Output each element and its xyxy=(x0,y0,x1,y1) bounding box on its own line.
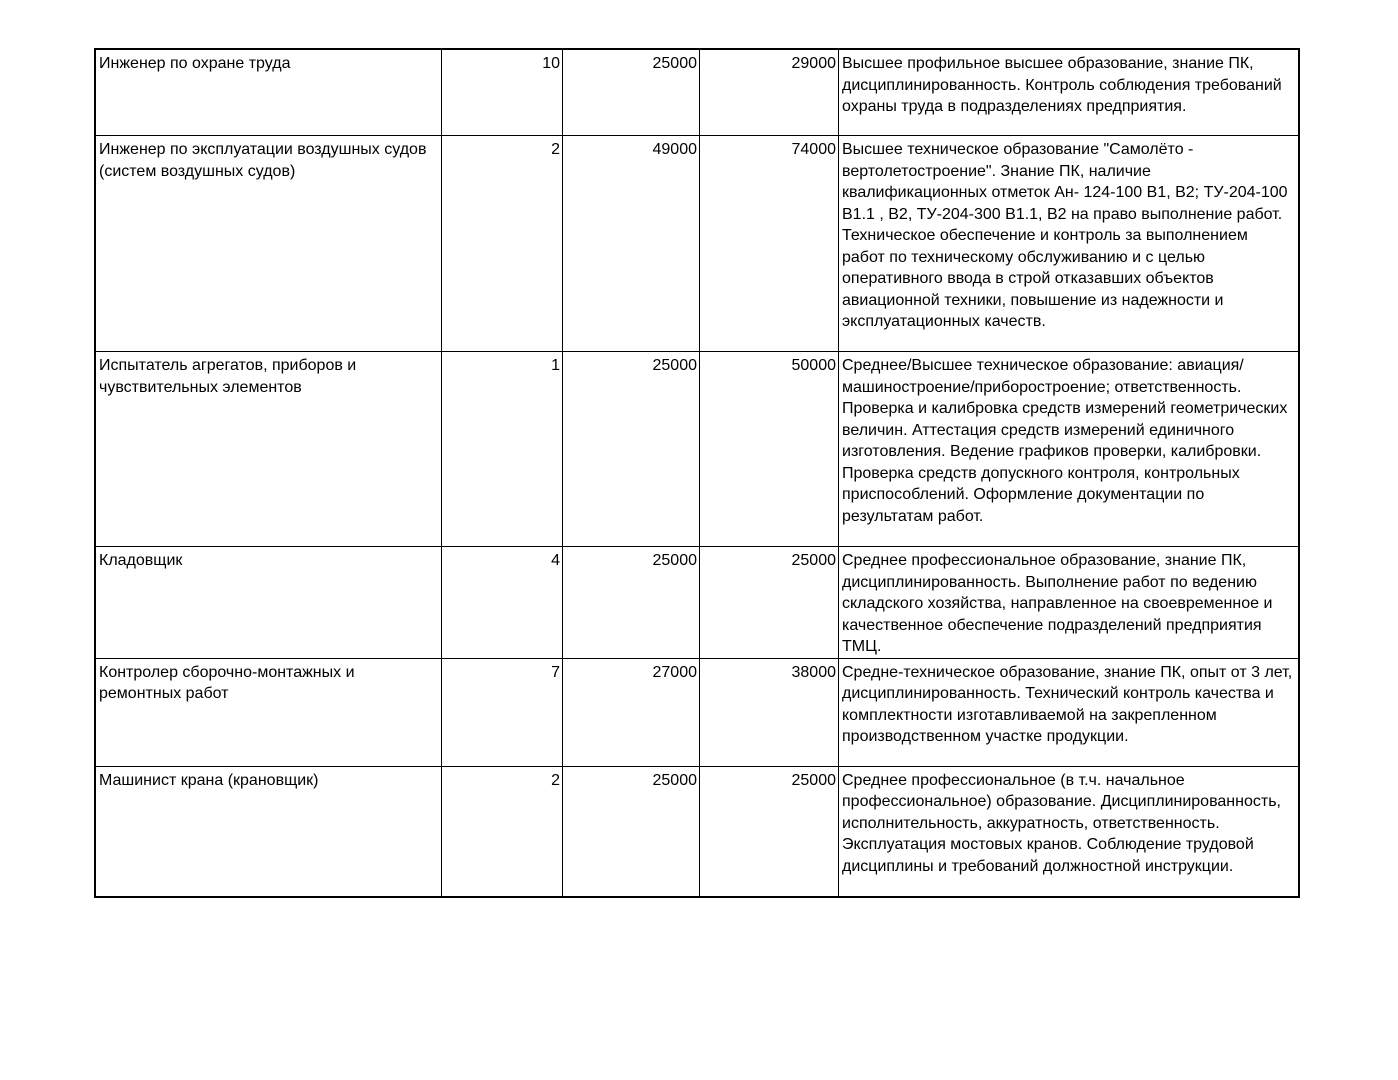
table-row xyxy=(96,547,1299,659)
salary-min-cell: 25000 xyxy=(563,766,700,896)
salary-min-cell: 25000 xyxy=(563,50,700,136)
salary-min-cell: 27000 xyxy=(563,658,700,766)
position-cell: Инженер по эксплуатации воздушных судов (систем воздушных судов) xyxy=(96,136,442,352)
position-cell: Кладовщик xyxy=(96,547,442,659)
table-row xyxy=(96,766,1299,896)
vacancies-table xyxy=(95,49,1299,897)
salary-max-cell: 74000 xyxy=(700,136,839,352)
requirements-cell: Среднее/Высшее техническое образование: авиация/машиностроение/приборостроение; ответственность. Проверка и калибровка средств измерений геометрических величин. Аттестация средств измерений единичного изготовления. Ведение графиков проверки, калибровки. Проверка средств допускного контроля, контрольных приспособлений. Оформление документации по результатам работ. xyxy=(839,352,1299,547)
table-row xyxy=(96,658,1299,766)
requirements-cell: Среднее профессиональное (в т.ч. начальное профессиональное) образование. Дисциплинированность, исполнительность, аккуратность, ответственность. Эксплуатация мостовых кранов. Соблюдение трудовой дисциплины и требований должностной инструкции. xyxy=(839,766,1299,896)
table-row xyxy=(96,352,1299,547)
salary-max-cell: 50000 xyxy=(700,352,839,547)
count-cell: 7 xyxy=(442,658,563,766)
table-row xyxy=(96,50,1299,136)
count-cell: 10 xyxy=(442,50,563,136)
requirements-cell: Высшее техническое образование "Самолёто - вертолетостроение". Знание ПК, наличие квалификационных отметок Ан- 124-100 В1, В2; ТУ-204-100 В1.1 , В2, ТУ-204-300 В1.1, В2 на право выполнение работ. Техническое обеспечение и контроль за выполнением работ по техническому обслуживанию и с целью оперативного ввода в строй отказавших объектов авиационной техники, повышение из надежности и эксплуатационных качеств. xyxy=(839,136,1299,352)
count-cell: 2 xyxy=(442,136,563,352)
requirements-cell: Высшее профильное высшее образование, знание ПК, дисциплинированность. Контроль соблюдения требований охраны труда в подразделениях предприятия. xyxy=(839,50,1299,136)
salary-max-cell: 38000 xyxy=(700,658,839,766)
requirements-cell: Средне-техническое образование, знание ПК, опыт от 3 лет, дисциплинированность. Технический контроль качества и комплектности изготавливаемой на закрепленном производственном участке продукции. xyxy=(839,658,1299,766)
position-cell: Испытатель агрегатов, приборов и чувствительных элементов xyxy=(96,352,442,547)
salary-min-cell: 25000 xyxy=(563,547,700,659)
position-cell: Контролер сборочно-монтажных и ремонтных работ xyxy=(96,658,442,766)
salary-min-cell: 49000 xyxy=(563,136,700,352)
count-cell: 4 xyxy=(442,547,563,659)
salary-max-cell: 25000 xyxy=(700,766,839,896)
count-cell: 2 xyxy=(442,766,563,896)
salary-max-cell: 25000 xyxy=(700,547,839,659)
requirements-cell: Среднее профессиональное образование, знание ПК, дисциплинированность. Выполнение работ по ведению складского хозяйства, направленное на своевременное и качественное обеспечение подразделений предприятия ТМЦ. xyxy=(839,547,1299,659)
position-cell: Машинист крана (крановщик) xyxy=(96,766,442,896)
position-cell: Инженер по охране труда xyxy=(96,50,442,136)
salary-max-cell: 29000 xyxy=(700,50,839,136)
count-cell: 1 xyxy=(442,352,563,547)
salary-min-cell: 25000 xyxy=(563,352,700,547)
table-row xyxy=(96,136,1299,352)
